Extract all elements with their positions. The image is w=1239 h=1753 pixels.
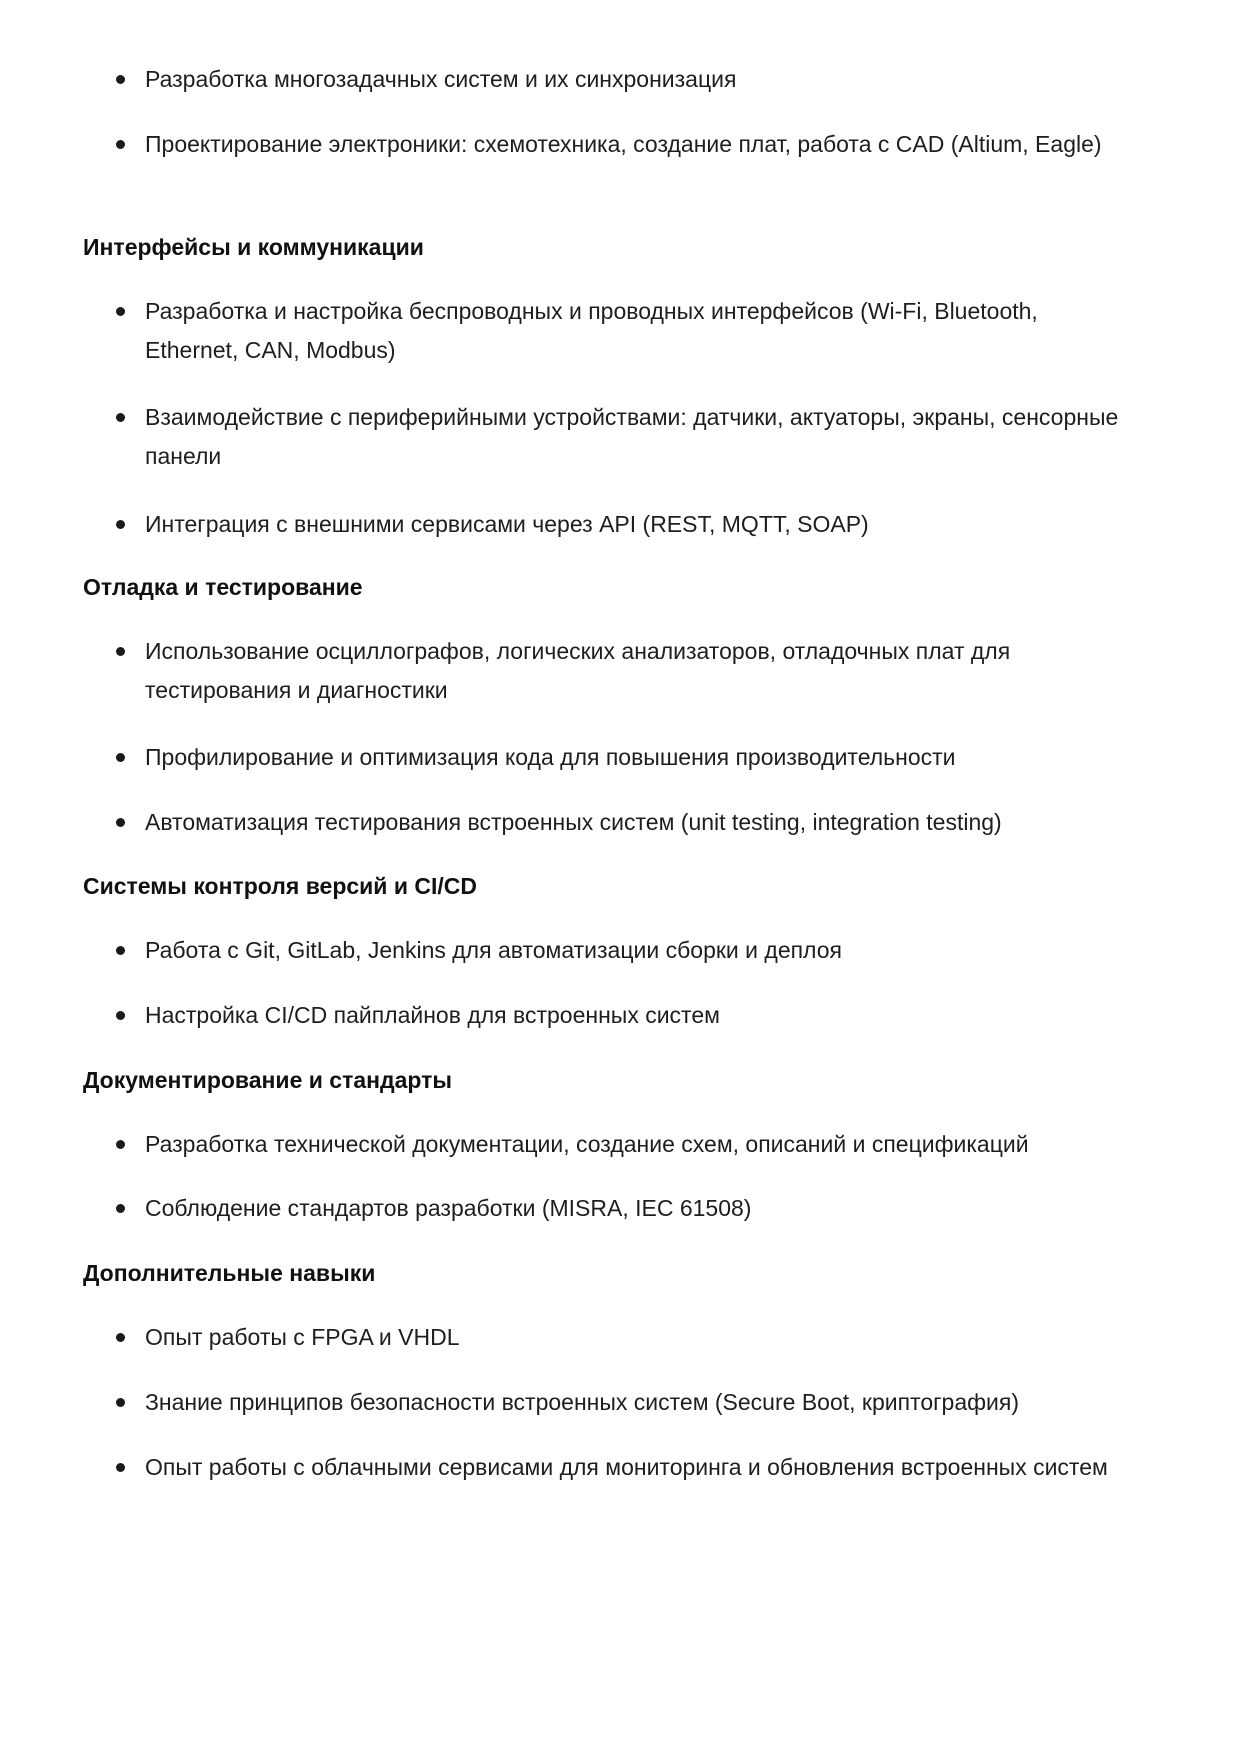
bullet-icon [116,946,125,955]
list-item-text: Разработка многозадачных систем и их синхронизация [145,66,737,92]
list-item-text: Автоматизация тестирования встроенных систем (unit testing, integration testing) [145,809,1002,835]
bullet-icon [116,1140,125,1149]
section-heading: Системы контроля версий и CI/CD [83,873,477,899]
list-item [116,398,1126,476]
bullet-icon [116,1398,125,1407]
list-item-text: Разработка технической документации, создание схем, описаний и спецификаций [145,1131,1029,1157]
list-item-text: Опыт работы с FPGA и VHDL [145,1324,460,1350]
bullet-icon [116,647,125,656]
section-heading: Дополнительные навыки [83,1260,376,1286]
list-item [116,738,1126,777]
section-heading: Отладка и тестирование [83,574,363,600]
bullet-icon [116,413,125,422]
list-item-text: Настройка CI/CD пайплайнов для встроенных систем [145,1002,720,1028]
bullet-icon [116,140,125,149]
bullet-icon [116,307,125,316]
bullet-icon [116,520,125,529]
list-item [116,1125,1126,1164]
bullet-icon [116,1333,125,1342]
list-item [116,60,1126,99]
bullet-icon [116,818,125,827]
list-item [116,1189,1126,1228]
bullet-icon [116,1463,125,1472]
section-heading: Интерфейсы и коммуникации [83,234,424,260]
list-item-text: Соблюдение стандартов разработки (MISRA, IEC 61508) [145,1195,752,1221]
list-item-text: Разработка и настройка беспроводных и проводных интерфейсов (Wi-Fi, Bluetooth, Ethernet, CAN, Modbus) [145,298,1038,363]
list-item [116,292,1126,370]
list-item [116,632,1126,710]
list-item [116,125,1126,164]
list-item [116,1318,1126,1357]
bullet-icon [116,1011,125,1020]
list-item-text: Использование осциллографов, логических анализаторов, отладочных плат для тестирования и диагностики [145,638,1011,703]
bullet-icon [116,1204,125,1213]
list-item-text: Взаимодействие с периферийными устройствами: датчики, актуаторы, экраны, сенсорные панели [145,404,1119,469]
bullet-icon [116,753,125,762]
list-item-text: Профилирование и оптимизация кода для повышения производительности [145,744,956,770]
list-item [116,931,1126,970]
list-item [116,803,1126,842]
list-item-text: Опыт работы с облачными сервисами для мониторинга и обновления встроенных систем [145,1454,1108,1480]
list-item [116,996,1126,1035]
list-item [116,1448,1126,1487]
list-item [116,1383,1126,1422]
section-heading: Документирование и стандарты [83,1067,453,1093]
list-item [116,505,1126,544]
list-item-text: Интеграция с внешними сервисами через API (REST, MQTT, SOAP) [145,511,869,537]
list-item-text: Знание принципов безопасности встроенных систем (Secure Boot, криптография) [145,1389,1019,1415]
bullet-icon [116,75,125,84]
list-item-text: Работа с Git, GitLab, Jenkins для автоматизации сборки и деплоя [145,937,842,963]
list-item-text: Проектирование электроники: схемотехника, создание плат, работа с CAD (Altium, Eagle) [145,131,1102,157]
